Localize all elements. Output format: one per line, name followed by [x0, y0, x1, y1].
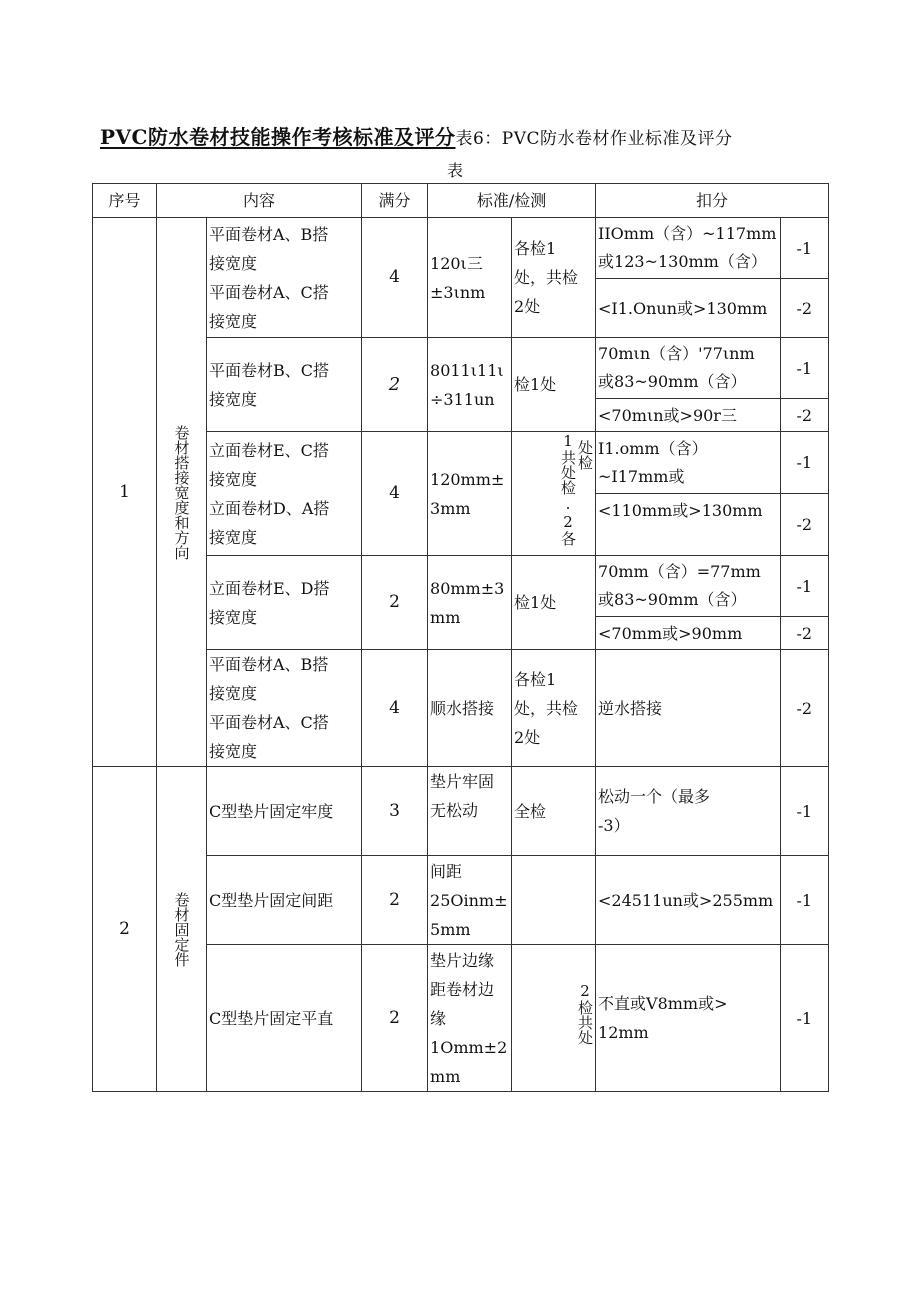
- deduct-points: -1: [781, 338, 829, 399]
- group-category: [157, 767, 207, 1092]
- content-cell: C型垫片固定平直: [207, 945, 362, 1092]
- deduct-points: -1: [781, 945, 829, 1092]
- scoring-table: [92, 183, 829, 1092]
- deduct-points: -2: [781, 399, 829, 432]
- standard-cell: 8011ι11ι ÷311un: [428, 338, 512, 432]
- check-cell: 1共处检.2各处检: [512, 432, 596, 556]
- content-cell: 立面卷材E、D搭 接宽度: [207, 556, 362, 650]
- content-cell: 立面卷材E、C搭 接宽度 立面卷材D、A搭 接宽度: [207, 432, 362, 556]
- score-cell: 2: [362, 945, 428, 1092]
- deduct-desc: 不直或V8mm或> 12mm: [596, 945, 781, 1092]
- category-text: 卷材搭接宽度和方向: [172, 424, 191, 560]
- deduct-points: -1: [781, 767, 829, 856]
- content-cell: C型垫片固定牢度: [207, 767, 362, 856]
- standard-cell: 120mm± 3mm: [428, 432, 512, 556]
- score-cell: 2: [362, 856, 428, 945]
- content-cell: 平面卷材A、B搭 接宽度 平面卷材A、C搭 接宽度: [207, 218, 362, 338]
- standard-cell: 间距 25Oinm± 5mm: [428, 856, 512, 945]
- standard-cell: 顺水搭接: [428, 650, 512, 767]
- deduct-desc: <I1.Onun或>130mm: [596, 279, 781, 338]
- title-main: PVC防水卷材技能操作考核标准及评分: [100, 125, 456, 149]
- content-cell: C型垫片固定间距: [207, 856, 362, 945]
- title-sub: 表6：PVC防水卷材作业标准及评分: [455, 129, 733, 149]
- score-cell: 3: [362, 767, 428, 856]
- deduct-desc: <70mιn或>90r三: [596, 399, 781, 432]
- check-cell: [512, 856, 596, 945]
- page-title: [100, 124, 830, 152]
- standard-cell: 120ι三 ±3ιnm: [428, 218, 512, 338]
- score-cell: 2: [362, 556, 428, 650]
- deduct-points: -2: [781, 279, 829, 338]
- header-standard: 标准/检测: [428, 184, 596, 218]
- group-no: 2: [93, 767, 157, 1092]
- category-text: 卷材固定件: [172, 891, 191, 967]
- deduct-desc: 70mιn（含）'77ιnm 或83~90mm（含）: [596, 338, 781, 399]
- title-line2: 表: [447, 161, 464, 180]
- group-category: [157, 218, 207, 767]
- content-cell: 平面卷材A、B搭 接宽度 平面卷材A、C搭 接宽度: [207, 650, 362, 767]
- header-content: 内容: [157, 184, 362, 218]
- deduct-desc: <24511un或>255mm: [596, 856, 781, 945]
- deduct-desc: IIOmm（含）~117mm 或123~130mm（含）: [596, 218, 781, 279]
- content-cell: 平面卷材B、C搭 接宽度: [207, 338, 362, 432]
- deduct-desc: 70mm（含）=77mm 或83~90mm（含）: [596, 556, 781, 617]
- score-cell: 2: [362, 338, 428, 432]
- deduct-points: -2: [781, 650, 829, 767]
- standard-cell: 垫片边缘 距卷材边 缘 1Omm±2 mm: [428, 945, 512, 1092]
- header-deduct: 扣分: [596, 184, 829, 218]
- table-row: [93, 767, 829, 856]
- standard-cell: 80mm±3 mm: [428, 556, 512, 650]
- check-cell: 2检共处: [512, 945, 596, 1092]
- deduct-points: -1: [781, 556, 829, 617]
- check-cell: 各检1 处，共检 2处: [512, 650, 596, 767]
- standard-cell: 垫片牢固 无松动: [428, 767, 512, 856]
- header-score: 满分: [362, 184, 428, 218]
- check-cell: 各检1 处，共检 2处: [512, 218, 596, 338]
- score-cell: 4: [362, 218, 428, 338]
- deduct-points: -2: [781, 494, 829, 556]
- score-cell: 4: [362, 650, 428, 767]
- deduct-desc: 松动一个（最多 -3）: [596, 767, 781, 856]
- check-cell: 检1处: [512, 556, 596, 650]
- deduct-points: -1: [781, 218, 829, 279]
- score-cell: 4: [362, 432, 428, 556]
- deduct-points: -2: [781, 617, 829, 650]
- header-row: [93, 184, 829, 218]
- deduct-desc: <70mm或>90mm: [596, 617, 781, 650]
- deduct-desc: <110mm或>130mm: [596, 494, 781, 556]
- deduct-points: -1: [781, 856, 829, 945]
- table-row: [93, 218, 829, 279]
- header-no: 序号: [93, 184, 157, 218]
- group-no: 1: [93, 218, 157, 767]
- deduct-points: -1: [781, 432, 829, 494]
- check-cell: 检1处: [512, 338, 596, 432]
- deduct-desc: I1.omm（含） ~I17mm或: [596, 432, 781, 494]
- check-cell: 全检: [512, 767, 596, 856]
- deduct-desc: 逆水搭接: [596, 650, 781, 767]
